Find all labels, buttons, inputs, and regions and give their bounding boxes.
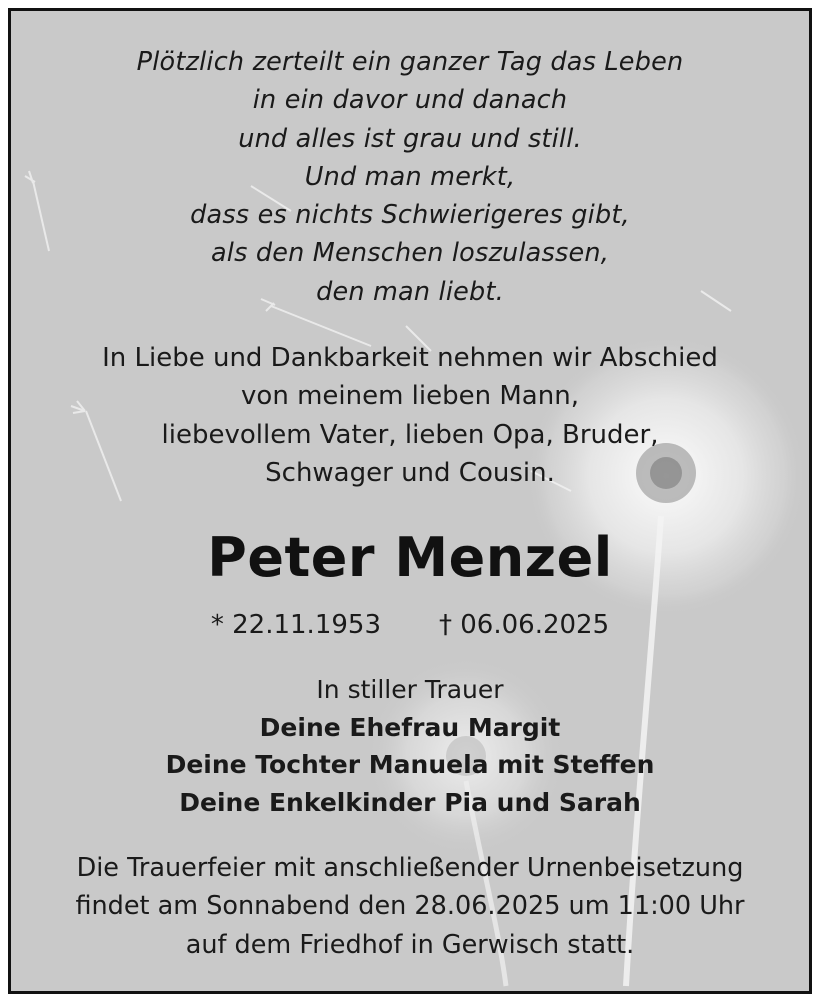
death-date: † 06.06.2025 [439,610,610,640]
service-info-block [11,849,809,964]
poem-line: Und man merkt, [304,161,516,192]
farewell-block [11,339,809,492]
service-line: Die Trauerfeier mit anschließender Urnenbeisetzung [76,853,744,883]
farewell-line: Schwager und Cousin. [265,457,555,488]
deceased-name: Peter Menzel [207,526,613,589]
poem-line: Plötzlich zerteilt ein ganzer Tag das Leben [136,47,684,77]
poem-line: und alles ist grau und still. [238,123,582,154]
birth-date: * 22.11.1953 [210,610,381,640]
service-line: findet am Sonnabend den 28.06.2025 um 11:00 Uhr [75,891,745,922]
poem-block [11,43,809,311]
mourner-name: Deine Ehefrau Margit [259,712,561,742]
farewell-line: In Liebe und Dankbarkeit nehmen wir Abschied [102,343,718,373]
poem-line: den man liebt. [316,276,504,307]
service-line: auf dem Friedhof in Gerwisch statt. [185,929,635,960]
poem-line: als den Menschen loszulassen, [210,238,610,269]
mourners-block [11,671,809,821]
poem-line: dass es nichts Schwierigeres gibt, [190,200,630,231]
mourners-intro: In stiller Trauer [316,675,504,704]
life-dates [11,605,809,645]
mourner-name: Deine Tochter Manuela mit Steffen [165,750,655,779]
farewell-line: liebevollem Vater, lieben Opa, Bruder, [161,419,659,450]
mourner-name: Deine Enkelkinder Pia und Sarah [179,787,641,817]
poem-line: in ein davor und danach [252,85,568,116]
obituary-card [8,8,812,994]
farewell-line: von meinem lieben Mann, [241,381,579,412]
